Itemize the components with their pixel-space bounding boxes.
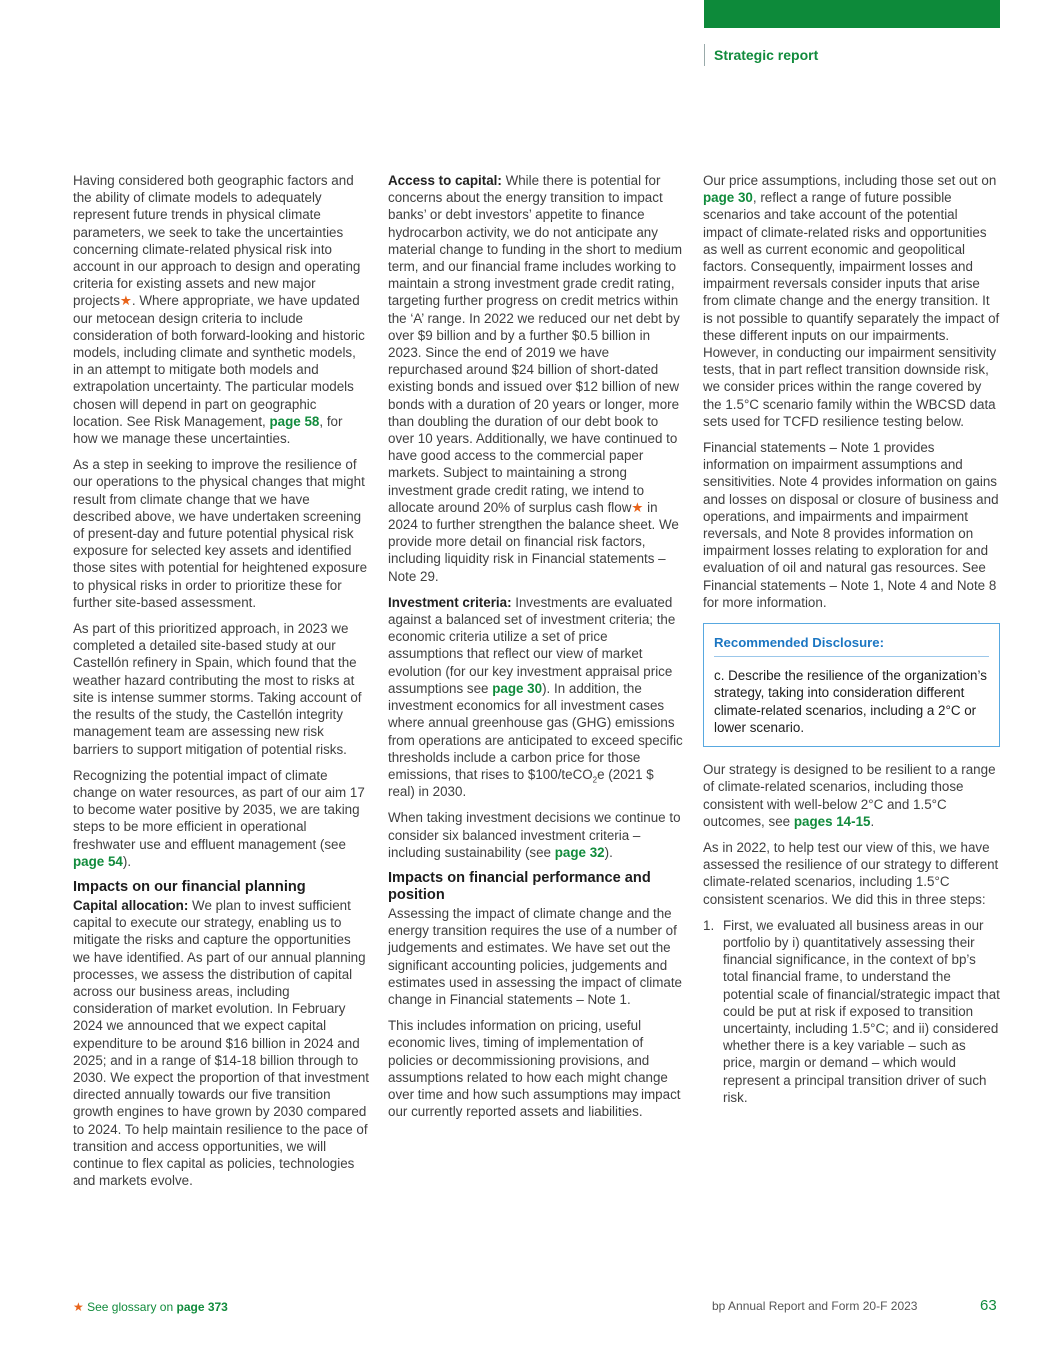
paragraph: Assessing the impact of climate change and the energy transition requires the use of a number of judgements and estimates. We have set out the significant accounting policies, judgements and estimates used in assessing the impact of climate change in Financial statements – Note 1. bbox=[388, 905, 682, 1007]
paragraph bbox=[73, 172, 369, 447]
text: When taking investment decisions we continue to consider six balanced investment criteria – including sustainability (see bbox=[388, 810, 681, 860]
glossary-page-link[interactable]: page 373 bbox=[176, 1300, 228, 1314]
page-link[interactable]: page 32 bbox=[554, 844, 605, 860]
page-link[interactable]: page 30 bbox=[703, 190, 753, 206]
report-name: bp Annual Report and Form 20-F 2023 bbox=[712, 1299, 918, 1313]
column-2 bbox=[388, 172, 684, 1129]
column-1 bbox=[73, 172, 369, 1198]
page-link[interactable]: page 30 bbox=[492, 680, 543, 696]
text: e (2021 $ real) in 2030. bbox=[388, 766, 654, 800]
glossary-star-icon: ★ bbox=[119, 293, 132, 309]
paragraph bbox=[388, 594, 684, 800]
paragraph bbox=[73, 897, 369, 1189]
text: , reflect a range of future possible scenarios and take account of the potential impact of climate-related risks and opportunities as well as current economic and geopolitical factors. Consequently, impairment losses and impairment reversals consider inputs that arise from climate change and the energy transition. It is not possible to quantify separately the impact of these different inputs on our impairments. However, in conducting our impairment sensitivity tests, that in part reflect transition downside risk, we consider prices within the range covered by the 1.5°C scenario family within the WBCSD data sets used for TCFD resilience testing below. bbox=[703, 190, 1000, 429]
text: Our price assumptions, including those set out on bbox=[703, 173, 997, 188]
disclosure-text: c. Describe the resilience of the organization’s strategy, taking into consideration different climate-related scenarios, including a 2°C or lower scenario. bbox=[714, 668, 987, 735]
text: ). bbox=[604, 844, 613, 860]
text: . bbox=[870, 813, 875, 829]
text: . Where appropriate, we have updated our metocean design criteria to include consideration of both forward-looking and historic models, including climate and synthetic models, in an attempt to mitigate both models and extrapolation uncertainty. The particular models chosen will depend in part on geographic location. See Risk Management, bbox=[73, 293, 365, 429]
text: in 2024 to further strengthen the balance sheet. We provide more detail on financial risk factors, including liquidity risk in Financial statements – Note 29. bbox=[388, 499, 679, 584]
paragraph bbox=[388, 172, 684, 585]
glossary-star-icon: ★ bbox=[631, 499, 644, 515]
text: First, we evaluated all business areas in our portfolio by i) quantitatively assessing their financial significance, in the context of bp’s total financial frame, to understand the potential scale of financial/strategic impact that could be put at risk if exposed to transition uncertainty, including 1.5°C; and ii) considered whether there is a key variable – such as price, margin or demand – which would represent a principal transition driver of such risk. bbox=[723, 917, 1000, 1105]
glossary-star-icon: ★ bbox=[73, 1300, 84, 1314]
recommended-disclosure-box bbox=[703, 623, 1000, 747]
column-3 bbox=[703, 172, 1000, 1106]
paragraph bbox=[703, 761, 1000, 830]
page-link[interactable]: page 58 bbox=[269, 413, 320, 429]
lead-in: Access to capital: bbox=[388, 173, 502, 188]
text: While there is potential for concerns about the energy transition to impact banks’ or debt investors’ appetite to finance hydrocarbon activity, we do not anticipate any material change to funding in the short to medium term, and our financial frame includes working to maintain a strong investment grade credit rating, targeting further progress on credit metrics within the ‘A’ range. In 2022 we reduced our net debt by over $9 billion and by a further $0.5 billion in 2023. Since the end of 2019 we have repurchased around $24 billion of short-dated existing bonds and issued over $12 billion of new bonds with a duration of 20 years or longer, more than doubling the duration of our debt book to over 10 years. Additionally, we have continued to have good access to the commercial paper markets. Subject to maintaining a strong investment grade credit rating, we intend to allocate around 20% of surplus cash flow bbox=[388, 173, 683, 515]
page-number: 63 bbox=[980, 1297, 997, 1314]
paragraph: As in 2022, to help test our view of this, we have assessed the resilience of our strategy to different climate-related scenarios, including 1.5°C consistent scenarios. We did this in three steps: bbox=[703, 839, 999, 907]
text: See glossary on bbox=[83, 1300, 177, 1314]
text: Investments are evaluated against a balanced set of investment criteria; the economic criteria utilize a set of price assumptions that reflect our view of market evolution (for our key investment appraisal price assumptions see bbox=[388, 594, 676, 696]
list-number: 1. bbox=[703, 917, 715, 933]
text: ). In addition, the investment economics for all investment cases where annual greenhouse gas (GHG) emissions from operations are anticipated to exceed specific thresholds include a carbon price for those emissions, that rises to $100/teCO bbox=[388, 680, 683, 782]
text: We plan to invest sufficient capital to execute our strategy, enabling us to mitigate the risks and capture the opportunities we have identified. As part of our annual planning processes, we assess the distribution of capital across our business areas, including consideration of market evolution. In February 2024 we announced that we expect capital expenditure to be around $16 billion in 2024 and 2025; and in a range of $14-18 billion through to 2030. We expect the proportion of that investment directed annually towards our five transition growth engines to have grown by 2030 compared to 2024. To help maintain resilience to the pace of transition and access opportunities, we will continue to flex capital as policies, technologies and markets evolve. bbox=[73, 897, 370, 1189]
glossary-note bbox=[73, 1300, 228, 1314]
text: Our strategy is designed to be resilient to a range of climate-related scenarios, including those consistent with well-below 2°C and 1.5°C outcomes, see bbox=[703, 762, 996, 829]
paragraph: Financial statements – Note 1 provides information on impairment assumptions and sensitivities. Note 4 provides information on gains and losses on disposal or closure of business and operations, and impairments and impairment reversals, and Note 8 provides information on impairment losses relating to exploration for and evaluation of oil and natural gas resources. See Financial statements – Note 1, Note 4 and Note 8 for more information. bbox=[703, 440, 999, 610]
header-accent-bar bbox=[704, 0, 1000, 28]
section-heading: Impacts on our financial planning bbox=[73, 878, 306, 895]
paragraph bbox=[703, 172, 1000, 430]
section-title: Strategic report bbox=[704, 44, 818, 66]
text: Having considered both geographic factors and the ability of climate models to adequately represent future trends in physical climate parameters, we seek to take the uncertainties concerning climate-related physical risk into account in our approach to design and operating criteria for existing assets and new major projects bbox=[73, 173, 361, 309]
page-link[interactable]: pages 14-15 bbox=[793, 813, 871, 829]
paragraph bbox=[73, 767, 369, 870]
paragraph: This includes information on pricing, useful economic lives, timing of implementation of policies or decommissioning provisions, and assumptions related to how each might change over time and how such assumptions may impact our currently reported assets and liabilities. bbox=[388, 1018, 681, 1120]
lead-in: Investment criteria: bbox=[388, 594, 512, 610]
text: Recognizing the potential impact of climate change on water resources, as part of our aim 17 to become water positive by 2035, we are taking steps to be more efficient in operational freshwater use and effluent management (see bbox=[73, 767, 365, 852]
paragraph bbox=[388, 809, 684, 861]
paragraph: As part of this prioritized approach, in 2023 we completed a detailed site-based study at our Castellón refinery in Spain, which found that the weather hazard contributing the most to risks at site is intense summer storms. Taking account of the results of the study, the Castellón integrity management team are assessing new risk barriers to support mitigation of potential risks. bbox=[73, 621, 362, 757]
paragraph: As a step in seeking to improve the resilience of our operations to the physical changes that might result from climate change that we have described above, we have undertaken screening of present-day and future potential physical risk exposure for selected key assets and identified those sites with potential for heightened exposure to physical risks in order to prioritize these for further site-based assessment. bbox=[73, 457, 368, 610]
page-link[interactable]: page 54 bbox=[73, 853, 123, 869]
steps-list bbox=[703, 917, 1000, 1106]
section-heading: Impacts on financial performance and position bbox=[388, 869, 651, 903]
disclosure-title: Recommended Disclosure: bbox=[714, 634, 989, 657]
lead-in: Capital allocation: bbox=[73, 897, 189, 913]
list-item bbox=[703, 917, 1000, 1106]
text: , for how we manage these uncertainties. bbox=[73, 413, 343, 447]
text: ). bbox=[122, 853, 132, 869]
subscript: 2 bbox=[592, 775, 598, 785]
